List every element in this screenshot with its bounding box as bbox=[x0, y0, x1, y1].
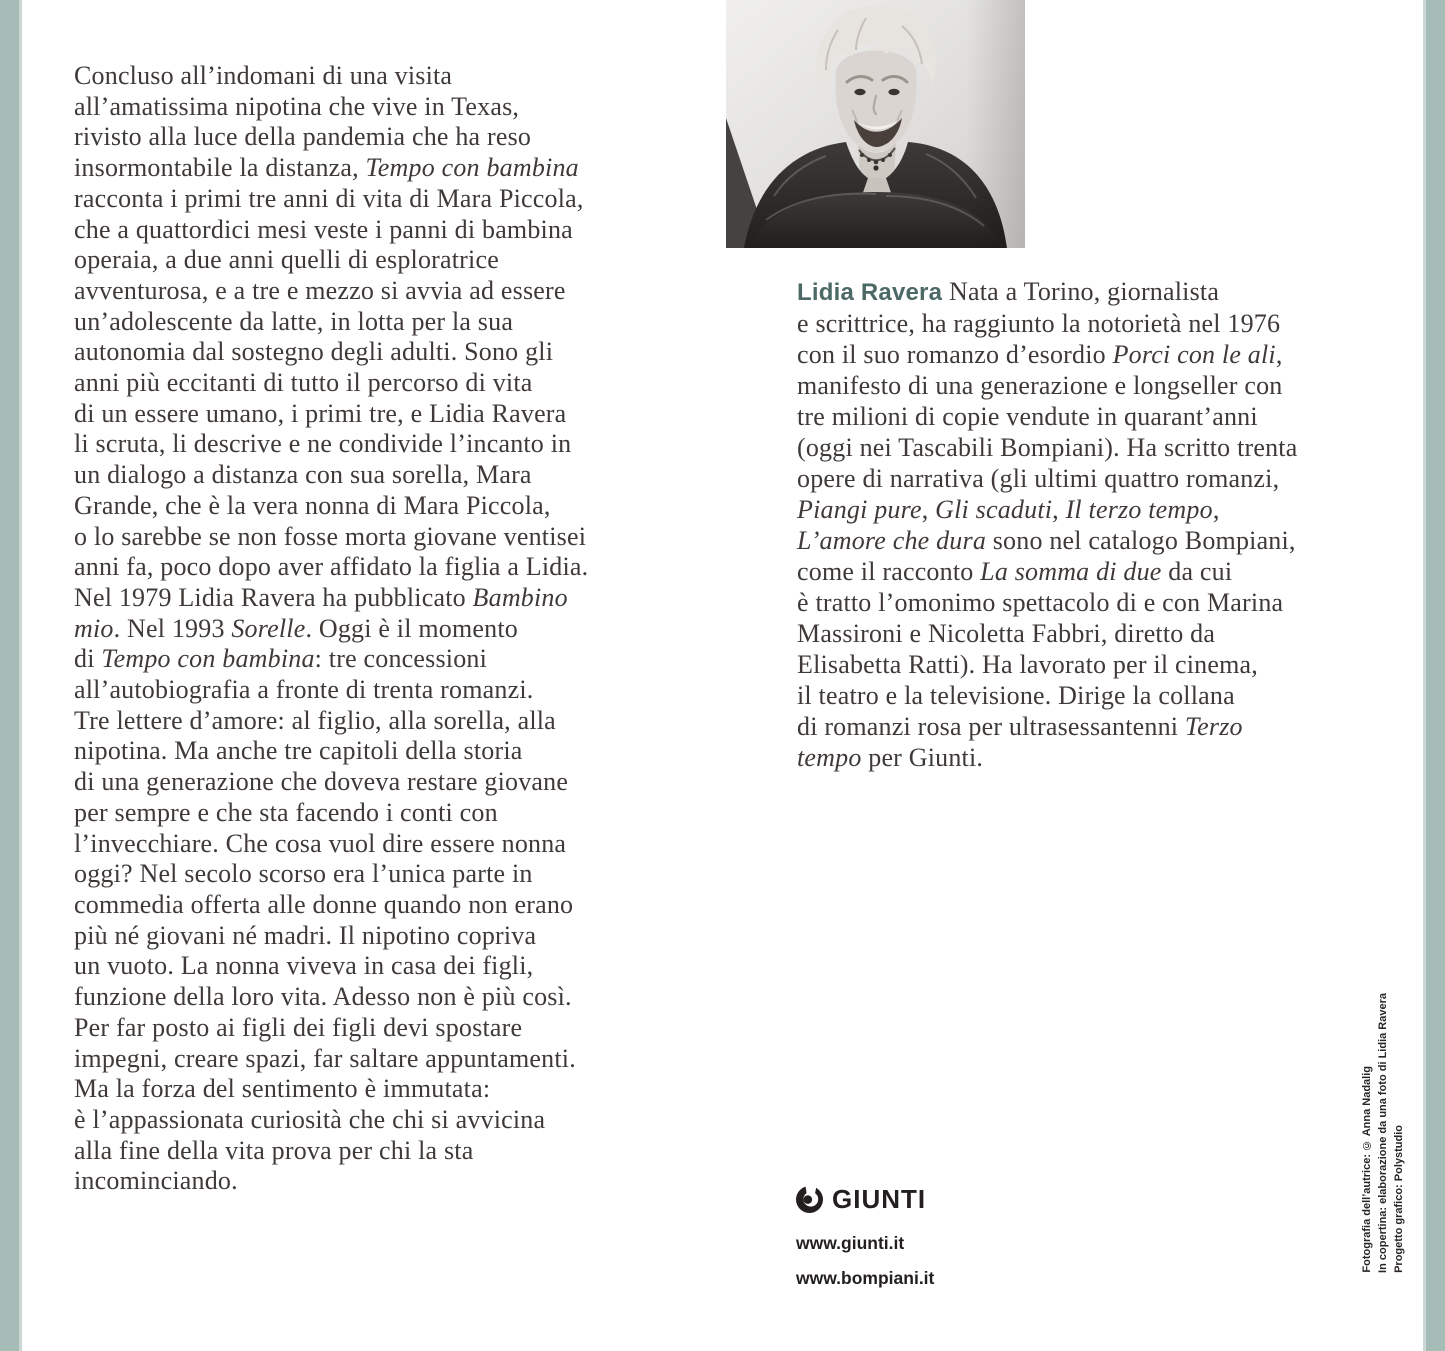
left-accent-strip bbox=[0, 0, 22, 1351]
author-photo bbox=[726, 0, 1025, 248]
text-line: impegni, creare spazi, far saltare appuntamenti. bbox=[74, 1043, 576, 1073]
text-line: all’amatissima nipotina che vive in Texas, bbox=[74, 91, 520, 121]
text-line: oggi? Nel secolo scorso era l’unica parte in bbox=[74, 859, 533, 889]
text-line: Nel 1979 Lidia Ravera ha pubblicato Bambino bbox=[74, 582, 568, 612]
publisher-links bbox=[796, 1226, 934, 1296]
text-line: è l’appassionata curiosità che chi si avvicina bbox=[74, 1104, 546, 1134]
text-line: Ma la forza del sentimento è immutata: bbox=[74, 1074, 491, 1104]
bompiani-url: www.bompiani.it bbox=[796, 1268, 935, 1288]
text-line: incominciando. bbox=[74, 1166, 238, 1196]
text-line: tempo per Giunti. bbox=[797, 743, 984, 772]
text-line: (oggi nei Tascabili Bompiani). Ha scritto trenta bbox=[797, 433, 1298, 462]
text-line: operaia, a due anni quelli di esploratrice bbox=[74, 245, 499, 275]
text-line: un vuoto. La nonna viveva in casa dei figli, bbox=[74, 951, 534, 981]
text-line: di Tempo con bambina: tre concessioni bbox=[74, 644, 488, 674]
text-line: alla fine della vita prova per chi la sta bbox=[74, 1135, 474, 1165]
text-line: opere di narrativa (gli ultimi quattro romanzi, bbox=[797, 464, 1280, 493]
author-photo-illustration bbox=[726, 0, 1025, 248]
text-line: il teatro e la televisione. Dirige la collana bbox=[797, 681, 1235, 710]
giunti-url: www.giunti.it bbox=[796, 1233, 905, 1253]
author-name: Lidia Ravera bbox=[797, 279, 950, 306]
text-line: rivisto alla luce della pandemia che ha reso bbox=[74, 122, 532, 152]
text-line: di una generazione che doveva restare giovane bbox=[74, 767, 569, 797]
text-line: tre milioni di copie vendute in quarant’anni bbox=[797, 402, 1258, 431]
text-line: Tre lettere d’amore: al figlio, alla sorella, alla bbox=[74, 705, 556, 735]
text-line: con il suo romanzo d’esordio Porci con le ali, bbox=[797, 340, 1283, 369]
giunti-logo bbox=[796, 1186, 934, 1213]
text-line: e scrittrice, ha raggiunto la notorietà nel 1976 bbox=[797, 309, 1281, 338]
text-line: autonomia dal sostegno degli adulti. Sono gli bbox=[74, 337, 554, 367]
text-line: L’amore che dura sono nel catalogo Bompiani, bbox=[797, 526, 1296, 555]
text-line: di un essere umano, i primi tre, e Lidia Ravera bbox=[74, 398, 567, 428]
credit-cover: In copertina: elaborazione da una foto di Lidia Ravera bbox=[1377, 993, 1389, 1273]
text-line: anni fa, poco dopo aver affidato la figlia a Lidia. bbox=[74, 552, 589, 582]
photo-credits bbox=[1361, 993, 1406, 1273]
flap-description bbox=[74, 61, 588, 1197]
text-line: Elisabetta Ratti). Ha lavorato per il cinema, bbox=[797, 650, 1258, 679]
text-line: nipotina. Ma anche tre capitoli della storia bbox=[74, 736, 523, 766]
credit-photographer: Fotografia dell’autrice: © Anna Nadalig bbox=[1361, 1066, 1373, 1273]
text-line: Lidia Ravera Nata a Torino, giornalista bbox=[797, 277, 1220, 306]
text-line: Grande, che è la vera nonna di Mara Piccola, bbox=[74, 490, 551, 520]
giunti-logo-text: GIUNTI bbox=[832, 1184, 927, 1214]
text-line: Per far posto ai figli dei figli devi spostare bbox=[74, 1012, 523, 1042]
text-line: Concluso all’indomani di una visita bbox=[74, 61, 453, 90]
credit-design: Progetto grafico: Polystudio bbox=[1393, 1125, 1405, 1273]
text-line: un’adolescente da latte, in lotta per la sua bbox=[74, 306, 514, 336]
text-line: più né giovani né madri. Il nipotino copriva bbox=[74, 920, 537, 950]
author-bio bbox=[797, 276, 1297, 773]
text-line: anni più eccitanti di tutto il percorso di vita bbox=[74, 368, 533, 398]
publisher-block bbox=[796, 1186, 934, 1296]
text-line: Massironi e Nicoletta Fabbri, diretto da bbox=[797, 619, 1216, 648]
text-line: mio. Nel 1993 Sorelle. Oggi è il momento bbox=[74, 613, 518, 643]
text-line: è tratto l’omonimo spettacolo di e con Marina bbox=[797, 588, 1284, 617]
text-line: commedia offerta alle donne quando non erano bbox=[74, 889, 574, 919]
text-line: o lo sarebbe se non fosse morta giovane ventisei bbox=[74, 521, 587, 551]
text-line: un dialogo a distanza con sua sorella, Mara bbox=[74, 460, 532, 490]
text-line: come il racconto La somma di due da cui bbox=[797, 557, 1233, 586]
text-line: Piangi pure, Gli scaduti, Il terzo tempo, bbox=[797, 495, 1220, 524]
text-line: funzione della loro vita. Adesso non è più così. bbox=[74, 982, 572, 1012]
text-line: insormontabile la distanza, Tempo con bambina bbox=[74, 153, 579, 183]
right-accent-strip bbox=[1423, 0, 1445, 1351]
text-line: l’invecchiare. Che cosa vuol dire essere nonna bbox=[74, 828, 567, 858]
text-line: racconta i primi tre anni di vita di Mara Piccola, bbox=[74, 183, 584, 213]
text-line: che a quattordici mesi veste i panni di bambina bbox=[74, 214, 573, 244]
text-line: manifesto di una generazione e longseller con bbox=[797, 371, 1283, 400]
text-line: per sempre e che sta facendo i conti con bbox=[74, 797, 498, 827]
text-line: avventurosa, e a tre e mezzo si avvia ad essere bbox=[74, 275, 566, 305]
text-line: all’autobiografia a fronte di trenta romanzi. bbox=[74, 675, 534, 705]
text-line: li scruta, li descrive e ne condivide l’incanto in bbox=[74, 429, 572, 459]
giunti-logo-icon bbox=[796, 1186, 823, 1213]
text-line: di romanzi rosa per ultrasessantenni Terzo bbox=[797, 712, 1243, 741]
